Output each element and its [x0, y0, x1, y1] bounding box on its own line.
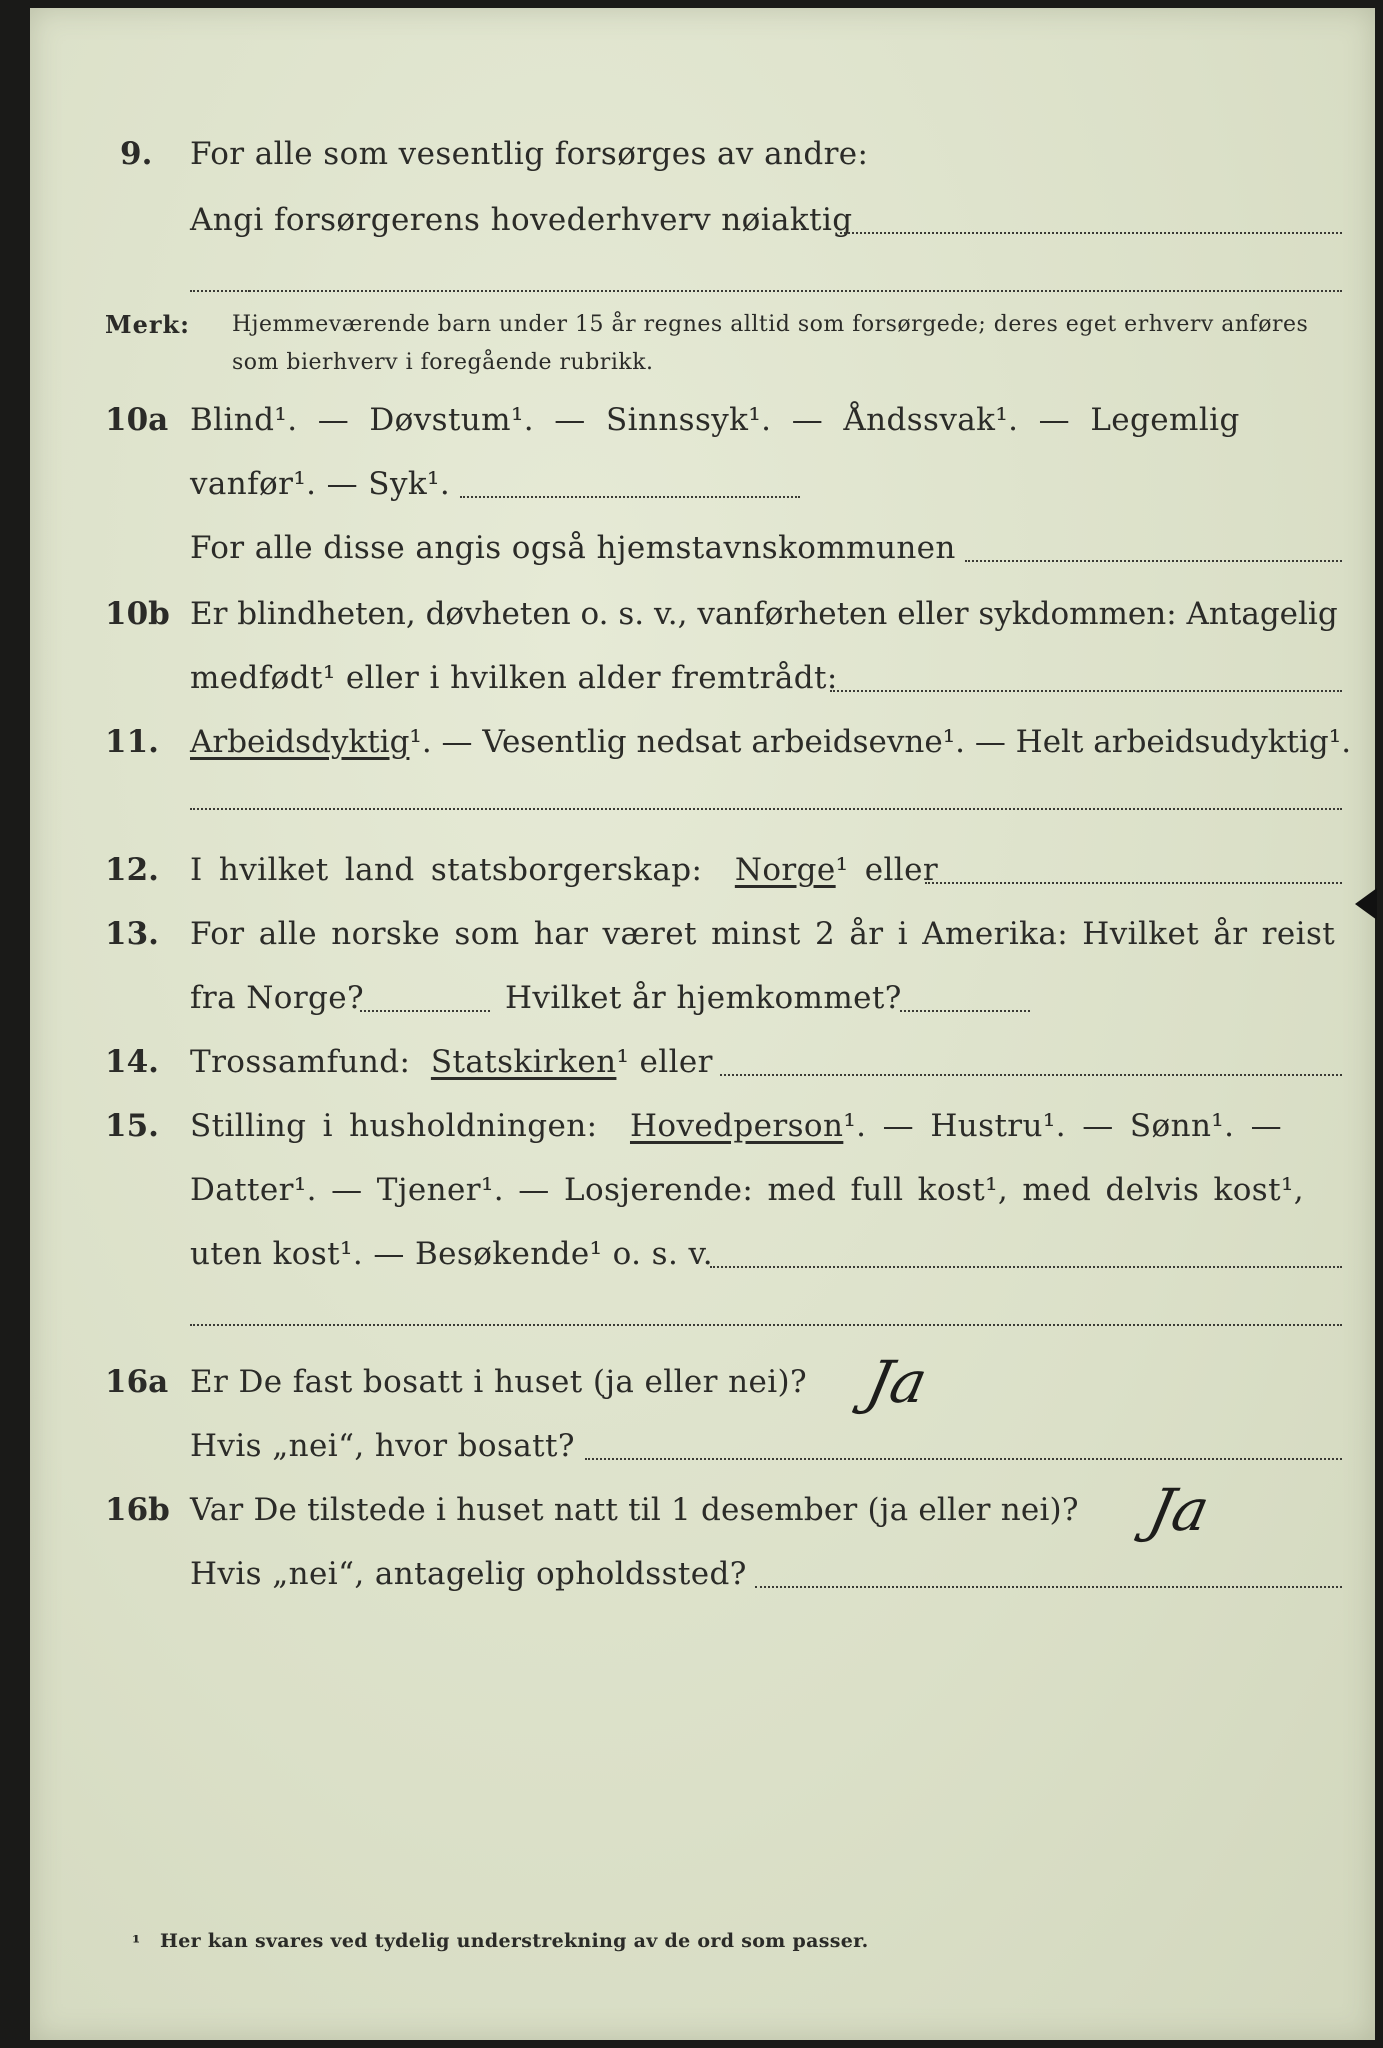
- q10a-text-line2: vanfør¹. — Syk¹.: [190, 466, 451, 502]
- q13-text-line2b: Hvilket år hjemkommet?: [505, 980, 902, 1016]
- q11-number: 11.: [105, 724, 159, 760]
- q11-other-options: ¹. — Vesentlig nedsat arbeidsevne¹. — Helt arbeidsudyktig¹.: [409, 724, 1352, 760]
- q15-text-line2: Datter¹. — Tjener¹. — Losjerende: med full kost¹, med delvis kost¹,: [190, 1172, 1305, 1208]
- q16a-text-line1: Er De fast bosatt i huset (ja eller nei)?: [190, 1364, 808, 1400]
- q12-number: 12.: [105, 852, 159, 888]
- q13-year-left-line[interactable]: [360, 1010, 490, 1012]
- merk-note: Hjemmeværende barn under 15 år regnes alltid som forsørgede; deres eget erhverv anføres som bierhverv i foregående rubrikk.: [232, 312, 1309, 375]
- q10a-number: 10a: [105, 402, 169, 438]
- q12-eller: ¹ eller: [835, 852, 939, 888]
- footnote-mark: ¹: [132, 1932, 141, 1954]
- q12-text: [190, 852, 938, 888]
- q13-text-line1: For alle norske som har været minst 2 år i Amerika: Hvilket år reist: [190, 916, 1336, 952]
- q15-answer-line-2[interactable]: [190, 1324, 1342, 1326]
- q12-answer-line[interactable]: [925, 882, 1342, 884]
- q11-answer-line[interactable]: [190, 808, 1342, 810]
- q9-answer-line[interactable]: [840, 232, 1342, 234]
- q16b-handwritten-answer[interactable]: Ja: [1142, 1476, 1216, 1544]
- q15-option-hovedperson[interactable]: Hovedperson: [629, 1108, 844, 1144]
- q16b-text-line2: Hvis „nei“, antagelig opholdssted?: [190, 1556, 747, 1592]
- q10a-text-line1: Blind¹. — Døvstum¹. — Sinnssyk¹. — Åndssvak¹. — Legemlig: [190, 402, 1240, 438]
- q13-number: 13.: [105, 916, 159, 952]
- q16b-answer-line[interactable]: [755, 1586, 1342, 1588]
- q14-label: Trossamfund:: [190, 1044, 411, 1080]
- q14-text: [190, 1044, 713, 1080]
- q14-answer-line[interactable]: [720, 1074, 1342, 1076]
- q14-eller: ¹ eller: [616, 1044, 713, 1080]
- q16a-handwritten-answer[interactable]: Ja: [860, 1348, 934, 1416]
- q10a-hometown-line[interactable]: [965, 560, 1342, 562]
- q16b-number: 16b: [105, 1492, 170, 1528]
- q9-number: 9.: [120, 136, 153, 172]
- q16b-text-line1: Var De tilstede i huset natt til 1 desember (ja eller nei)?: [190, 1492, 1079, 1528]
- q15-text-line3: uten kost¹. — Besøkende¹ o. s. v.: [190, 1236, 713, 1272]
- q14-number: 14.: [105, 1044, 159, 1080]
- footnote-text: Her kan svares ved tydelig understrekning av de ord som passer.: [160, 1930, 869, 1952]
- q9-text-line1: For alle som vesentlig forsørges av andre:: [190, 136, 869, 172]
- q10a-answer-line[interactable]: [460, 496, 800, 498]
- q13-year-returned-line[interactable]: [900, 1010, 1030, 1012]
- q11-text: [190, 724, 1351, 760]
- q9-text-line2: Angi forsørgerens hovederhverv nøiaktig: [190, 202, 853, 238]
- q10b-number: 10b: [105, 596, 170, 632]
- merk-label: Merk:: [105, 310, 190, 339]
- q12-option-norge[interactable]: Norge: [734, 852, 836, 888]
- q15-number: 15.: [105, 1108, 159, 1144]
- q14-option-statskirken[interactable]: Statskirken: [430, 1044, 617, 1080]
- q10b-answer-line[interactable]: [830, 690, 1342, 692]
- q10b-text-line2: medfødt¹ eller i hvilken alder fremtrådt:: [190, 660, 838, 696]
- q15-options-rest: ¹. — Hustru¹. — Sønn¹. —: [843, 1108, 1283, 1144]
- q10b-text-line1: Er blindheten, døvheten o. s. v., vanførheten eller sykdommen: Antagelig: [190, 596, 1338, 632]
- q13-text-line2a: fra Norge?: [190, 980, 365, 1016]
- q15-answer-line[interactable]: [710, 1266, 1342, 1268]
- q16a-number: 16a: [105, 1364, 169, 1400]
- q12-label: I hvilket land statsborgerskap:: [190, 852, 703, 888]
- q16a-text-line2: Hvis „nei“, hvor bosatt?: [190, 1428, 575, 1464]
- q9-answer-line-2[interactable]: [190, 290, 1342, 292]
- census-form-page: [30, 8, 1375, 2040]
- q16a-answer-line[interactable]: [585, 1458, 1342, 1460]
- page-tab-notch: [1355, 888, 1377, 920]
- q11-option-arbeidsdyktig[interactable]: Arbeidsdyktig: [190, 724, 410, 760]
- q15-label: Stilling i husholdningen:: [190, 1108, 598, 1144]
- q10a-text-line3: For alle disse angis også hjemstavnskommunen: [190, 530, 956, 566]
- q15-text-line1: [190, 1108, 1282, 1144]
